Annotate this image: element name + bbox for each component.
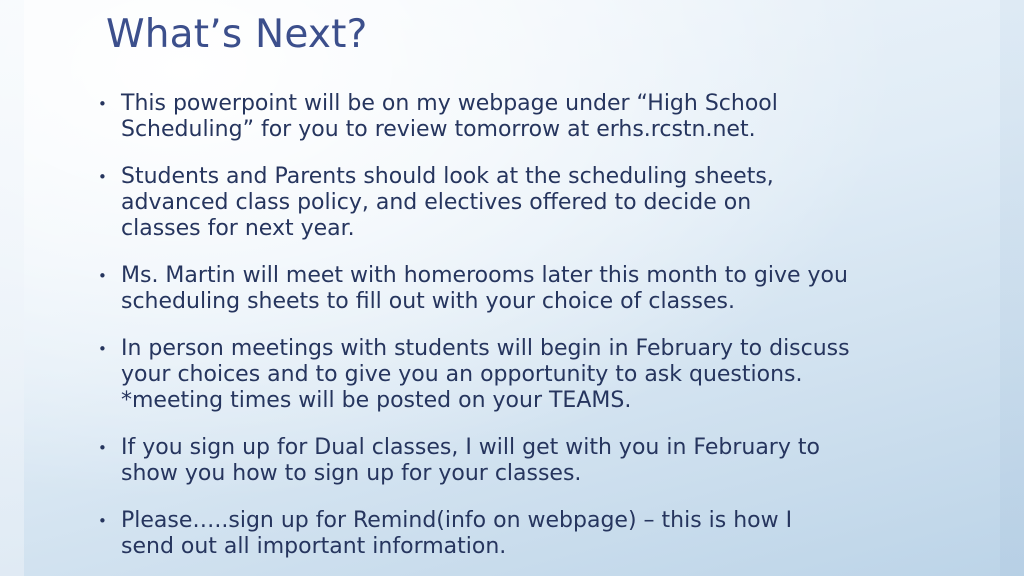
bullet-line: advanced class policy, and electives offered to decide on: [121, 190, 752, 215]
slide-title: What’s Next?: [106, 12, 368, 57]
bullet-line: show you how to sign up for your classes.: [121, 461, 582, 486]
bullet-line: classes for next year.: [121, 216, 355, 241]
bullet-item: [98, 164, 938, 242]
bullet-dot-icon: •: [98, 168, 107, 186]
bullet-line: send out all important information.: [121, 534, 507, 559]
bullet-line: your choices and to give you an opportunity to ask questions.: [121, 362, 803, 387]
bullet-line: scheduling sheets to fill out with your choice of classes.: [121, 289, 735, 314]
bullet-line: Students and Parents should look at the scheduling sheets,: [121, 164, 774, 189]
bullet-item: [98, 435, 938, 487]
bullet-dot-icon: •: [98, 340, 107, 358]
bullet-line: This powerpoint will be on my webpage under “High School: [121, 91, 778, 116]
bullet-dot-icon: •: [98, 512, 107, 530]
bullet-item: [98, 508, 938, 560]
slide-right-band: [1000, 0, 1024, 576]
slide-left-band: [0, 0, 24, 576]
bullet-dot-icon: •: [98, 267, 107, 285]
bullet-line: In person meetings with students will begin in February to discuss: [121, 336, 850, 361]
bullet-item: [98, 336, 938, 414]
bullet-line: *meeting times will be posted on your TEAMS.: [121, 388, 632, 413]
bullet-item: [98, 263, 938, 315]
bullet-item: [98, 91, 938, 143]
bullet-line: Ms. Martin will meet with homerooms later this month to give you: [121, 263, 848, 288]
bullet-dot-icon: •: [98, 439, 107, 457]
bullet-dot-icon: •: [98, 95, 107, 113]
bullet-list: [98, 91, 938, 560]
bullet-line: Please…..sign up for Remind(info on webpage) – this is how I: [121, 508, 793, 533]
bullet-line: Scheduling” for you to review tomorrow at erhs.rcstn.net.: [121, 117, 756, 142]
bullet-line: If you sign up for Dual classes, I will get with you in February to: [121, 435, 820, 460]
